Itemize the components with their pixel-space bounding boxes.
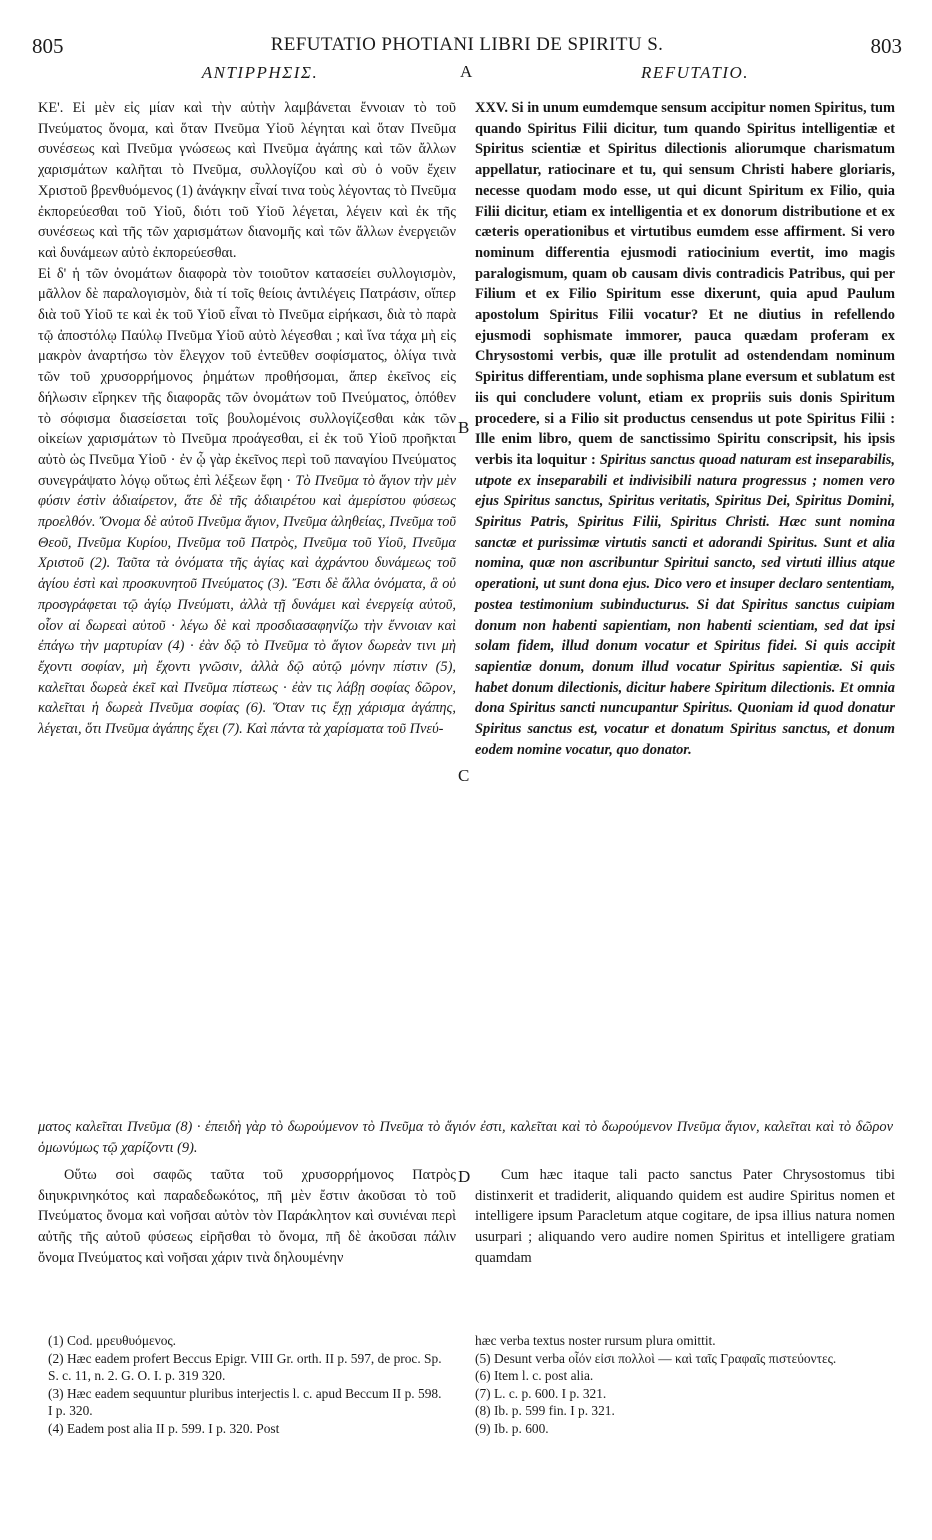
greek-text-column-2 [38,1165,456,1269]
margin-letter-b: B [458,418,470,437]
footnote: (8) Ib. p. 599 fin. I p. 321. [475,1403,615,1418]
greek-text-column [38,98,456,740]
running-head [32,34,902,60]
footnote: (5) Desunt verba οἷόν εἰσι πολλοὶ — καὶ ταῖς Γραφαῖς πιστεύοντες. [475,1350,837,1366]
latin-paragraph-1: XXV. Si in unum eumdemque sensum accipitur nomen Spiritus, tum quando Spiritus Filii dicitur, tum quando Spiritus intelligentiæ et Spiritus scientiæ et Spiritus dilectionis aliorumque charismatum appellatur, ratiocinare et tu, qui sensum Christi habere gloriaris, necesse quodam modo esse, ut qui dicunt Spiritum ex Filio, quia Filii dicitur, etiam ex intelligentia et ex donorum distributione et ex cæteris operationibus et virtutibus eumdem esse affirment. Si vero nominum differentia ejusmodi ratiocinium evertit, imo magis paralogismum, quam ob causam divis contradicis Patribus, qui per Filium et ex Filio Spiritum esse dixerunt, quia apud Paulum apostolum Spiritus Filii vocatur? Et ne diutius in refellendo ejusmodi sophismate immorer, pauca quædam proferam ex Chrysostomi verbis, quæ ille protulit ad ostendendam nominum Spiritus differentiam, unde sophisma plane eversum et sublatum est iis qui concludere volunt, etiam ex propriis suis donis Spiritum procedere, si a Filio sit productus censendus ut pote Spiritus Filii : Ille enim libro, quem de sanctissimo Spiritu conscripsit, his ipsis verbis ita loquitur : [475,100,895,468]
margin-letter-a: A [460,62,473,81]
greek-paragraph-2: Εἰ δ' ἡ τῶν ὀνομάτων διαφορὰ τὸν τοιοῦτον κατασείει συλλογισμὸν, μᾶλλον δὲ παραλογισμὸν, διὰ τί τοῖς θείοις ἀντιλέγεις Πατράσιν, οἵπερ διὰ τοῦ Υἱοῦ τε καὶ ἐκ τοῦ Υἱοῦ εἶναι τὸ Πνεῦμα εἰρήκασι, διὰ τὸ παρὰ τῷ ἀποστόλῳ Παύλῳ Πνεῦμα Υἱοῦ αὐτὸ λέγεσθαι ; καὶ ἵνα τάχα μὴ εἰς μακρὸν ἀναρτήσω τὸν ἔλεγχον τοῦ ἐντεῦθεν σοφίσματος, ὀλίγα τινὰ τῶν τοῦ χρυσορρήμονος ῥημάτων προθήσομαι, ἅπερ ἐκεῖνος εἰς δήλωσιν εἴρηκεν τῆς διαφορᾶς τῶν ὀνομάτων τοῦ Πνεύματος, ὁπόθεν τὸ σόφισμα διασείσεται τοῖς βουλομένοις συλλογίζεσθαι κἀκ τῶν οἰκείων χαρισμάτων τὸ Πνεῦμα προάγεσθαι, εἰ ἐκ τοῦ Υἱοῦ προῆκται αὐτὸ ὡς Πνεῦμα Υἱοῦ · ἐν ᾧ γὰρ ἐκεῖνος περὶ τοῦ παναγίου Πνεύματος συνεγράψατο λόγῳ οὕτως ἐπὶ λέξεων ἔφη · [38,265,456,489]
greek-quotation: Τὸ Πνεῦμα τὸ ἅγιον τὴν μὲν φύσιν ἐστὶν ἀδιαίρετον, ἅτε δὲ τῆς ἀδιαιρέτου καὶ ἀμερίστου φύσεως προελθόν. Ὄνομα δὲ αὐτοῦ Πνεῦμα ἅγιον, Πνεῦμα ἀληθείας, Πνεῦμα τοῦ Θεοῦ, Πνεῦμα Κυρίου, Πνεῦμα τοῦ Πατρὸς, Πνεῦμα τοῦ Υἱοῦ, Πνεῦμα Χριστοῦ (2). Ταῦτα τὰ ὀνόματα τῆς ἁγίας καὶ ἀχράντου δυνάμεως τοῦ ἁγίου ἐστὶ καὶ προσκυνητοῦ Πνεύματος (3). Ἔστι δὲ ἄλλα ὀνόματα, ἃ οὐ προσγράφεται τῷ ἁγίῳ Πνεύματι, ἀλλὰ τῇ δυνάμει καὶ ἐνεργείᾳ αὐτοῦ, οἷον αἱ δωρεαὶ αὐτοῦ · λέγω δὲ καὶ προσδιασαφηνίζω τὴν ἔννοιαν καὶ ἐπάγω τὴν μαρτυρίαν (4) · ἐὰν δῷ τὸ Πνεῦμα τὸ ἅγιον δωρεὰν τινι μὴ ἔχοντι σοφίαν, μὴ ἔχοντι γνῶσιν, ἀλλὰ δῷ αὐτῷ μόνην πίστιν (5), καλεῖται δωρεὰ ἐκεῖ καὶ Πνεῦμα πίστεως · ἐὰν τις λάβῃ σοφίας δῶρον, καλεῖται ἡ δωρεὰ Πνεῦμα σοφίας (6). Ὅταν τις ἔχῃ χάρισμα ἀγάπης, λέγεται, ὅτι Πνεῦμα ἀγάπης ἔχει (7). Καὶ πάντα τὰ χαρίσματα τοῦ Πνεύ- [38,472,456,738]
footnotes-right [475,1332,895,1437]
greek-paragraph-1: ΚΕ'. Εἰ μὲν εἰς μίαν καὶ τὴν αὐτὴν λαμβάνεται ἔννοιαν τὸ τοῦ Πνεύματος ὄνομα, καὶ ὅταν Πνεῦμα Υἱοῦ λέγηται καὶ ὅταν Πνεῦμα συνέσεως καὶ Πνεῦμα γνώσεως καὶ Πνεῦμα ἀγάπης καὶ τῶν ἄλλων χαρισμάτων καλῆται τὸ Πνεῦμα, συλλογίζου καὶ σὺ ὁ νοῦν ἔχειν Χριστοῦ βρενθυόμενος (1) ἀνάγκην εἶναί τινα τοὺς λέγοντας τὸ Πνεῦμα ἐκπορεύεσθαι τοῦ Υἱοῦ, διότι τοῦ Υἱοῦ λέγεται, λέγειν καὶ ἐκ τῆς συνέσεως καὶ τῆς τῶν χαρισμάτων διανομῆς καὶ τῶν ἄλλων ἐνεργειῶν καὶ δυνάμεων αὐτὸ ἐκπορεύεσθαι. [38,100,456,261]
footnote: (9) Ib. p. 600. [475,1420,549,1436]
latin-text-column [475,98,895,761]
footnote: (6) Item l. c. post alia. [475,1368,594,1383]
footnote: (4) Eadem post alia II p. 599. I p. 320. Post [48,1420,280,1436]
spanning-greek-line: ματος καλεῖται Πνεῦμα (8) · ἐπειδὴ γὰρ τὸ δωρούμενον τὸ Πνεῦμα τὸ ἅγιόν ἐστι, καλεῖται καὶ τὸ δωρούμενον Πνεῦμα ἅγιον, καλεῖται καὶ τὸ δῶρον ὁμωνύμως τῷ χαρίζοντι (9). [38,1119,893,1156]
footnote: (1) Cod. μρευθυόμενος. [48,1333,177,1348]
margin-letter-c: C [458,766,470,785]
footnote: hæc verba textus noster rursum plura omittit. [475,1333,716,1348]
page-number-right: 803 [870,34,902,58]
footnote: (2) Hæc eadem profert Beccus Epigr. VIII Gr. orth. II p. 597, de proc. Sp. S. c. 11, n. 2. G. O. I. p. 319 320. [48,1350,442,1383]
latin-text-column-2 [475,1165,895,1269]
latin-paragraph-2: Cum hæc itaque tali pacto sanctus Pater Chrysostomus tibi distinxerit et tradiderit, aliquando quidem est audire Spiritus nomen et intelligere ipsum Paracletum atque cogitare, de ipsa illius natura nomen usurpari ; aliquando vero audire nomen Spiritus et intelligere gratiam quamdam [475,1167,895,1266]
running-title: REFUTATIO PHOTIANI LIBRI DE SPIRITU S. [270,34,664,55]
greek-paragraph-3: Οὕτω σοὶ σαφῶς ταῦτα τοῦ χρυσορρήμονος Πατρὸς διηυκρινηκότος καὶ παραδεδωκότος, πῆ μὲν ἔστιν ἀκοῦσαι τὸ τοῦ Πνεύματος ὄνομα καὶ νοῆσαι αὐτὸν τὸν Παράκλητον καὶ συνιέναι περὶ αὐτῆς τῆς αὐτοῦ φύσεως εἰρῆσθαι τὸ ὄνομα, πῆ δὲ ἀκοῦσαι πάλιν ὄνομα Πνεύματος καὶ νοῆσαι χάριν τινὰ δηλουμένην [38,1167,456,1266]
footnotes-left [48,1332,448,1437]
footnote: (3) Hæc eadem sequuntur pluribus interjectis l. c. apud Beccum II p. 598. I p. 320. [48,1385,442,1418]
greek-column-heading: ΑΝΤΙΡΡΗΣΙΣ. [201,63,319,82]
footnote: (7) L. c. p. 600. I p. 321. [475,1385,607,1401]
page-number-left: 805 [32,34,64,58]
margin-letter-d: D [458,1167,471,1186]
latin-column-heading: REFUTATIO. [640,63,750,82]
latin-quotation: Spiritus sanctus quoad naturam est inseparabilis, utpote ex inseparabili et indivisibili natura progressus ; nomen vero ejus Spiritus sanctus, Spiritus veritatis, Spiritus Dei, Spiritus Domini, Spiritus Patris, Spiritus Filii, Spiritus Christi. Hæc sunt nomina sanctæ et purissimæ virtutis sancti et adorandi Spiritus. Sunt et alia nomina, quæ non ascribuntur Spiritui sancto, sed virtuti illius atque operationi, ut sunt dona ejus. Dico vero et insuper declaro sententiam, postea testimonium subinducturus. Si dat Spiritus sanctus cuipiam donum non habenti sapientiam, non habenti scientiam, sed dat ipsi solam fidem, illud donum vocatur et Spiritus fidei. Si quis accipit sapientiæ donum, donum illud vocatur Spiritus sapientiæ. Si quis habet donum dilectionis, dicitur habere Spiritum dilectionis. Et omnia dona Spiritus sancti nuncupantur Spiritus. Quoniam id quod donatur Spiritus sanctus est, vocatur et donatum Spiritus sanctus, et donum eodem nomine vocatur, quo donator. [475,451,895,758]
